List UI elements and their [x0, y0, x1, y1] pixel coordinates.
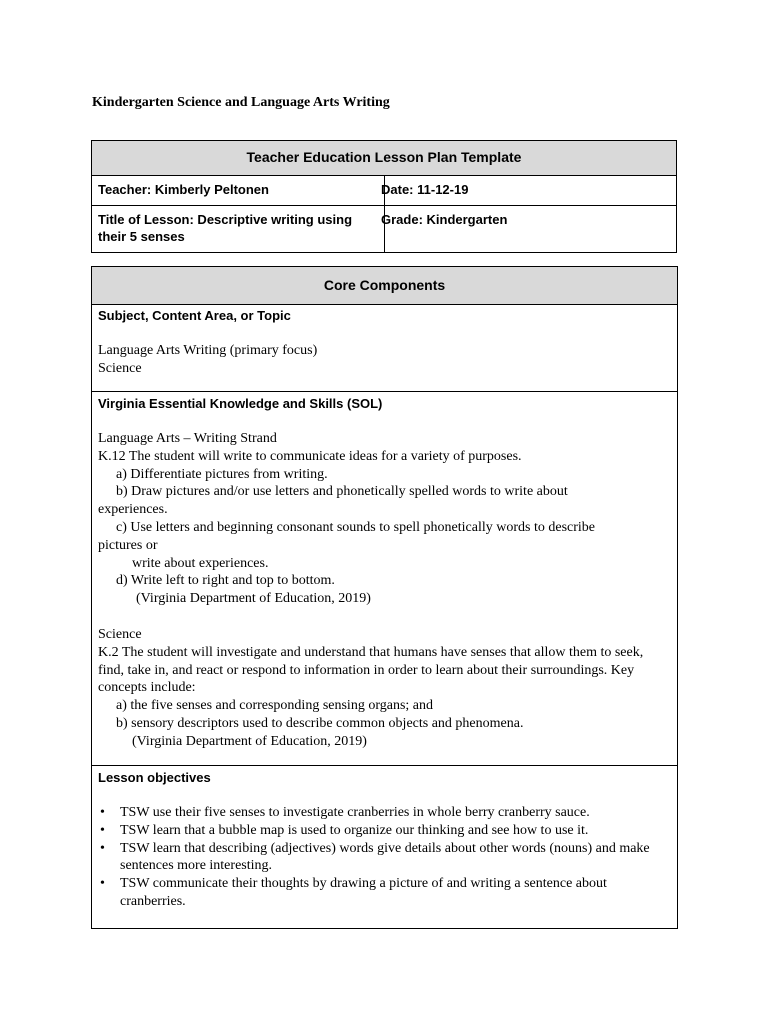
bullet-icon: •: [100, 876, 105, 892]
core-components-header: Core Components: [92, 267, 677, 305]
la-item-b-cont: experiences.: [98, 502, 168, 518]
objective-text: TSW learn that a bubble map is used to organize our thinking and see how to use it.: [120, 822, 589, 838]
objectives-title: Lesson objectives: [98, 770, 211, 785]
list-item: [98, 822, 671, 840]
la-item-b: b) Draw pictures and/or use letters and phonetically spelled words to write about: [116, 484, 568, 500]
subject-line: Science: [98, 360, 142, 376]
subject-title: Subject, Content Area, or Topic: [98, 308, 291, 323]
sci-heading: Science: [98, 626, 142, 642]
bullet-icon: •: [100, 805, 105, 820]
teacher-cell: Teacher: Kimberly Peltonen: [92, 175, 385, 205]
lesson-plan-header: Teacher Education Lesson Plan Template: [92, 141, 676, 176]
objective-text: TSW learn that describing (adjectives) words give details about other words (nouns) and make sentences more interesting.: [120, 840, 650, 874]
lesson-plan-table: [91, 140, 677, 253]
list-item: [98, 840, 671, 876]
title-grade-row: [92, 205, 676, 252]
la-item-d: d) Write left to right and top to bottom.: [116, 573, 335, 589]
la-heading: Language Arts – Writing Strand: [98, 431, 277, 446]
subject-line: Language Arts Writing (primary focus): [98, 343, 318, 358]
sci-citation: (Virginia Department of Education, 2019): [132, 733, 367, 749]
core-components-table: [91, 266, 678, 929]
objective-text: TSW use their five senses to investigate cranberries in whole berry cranberry sauce.: [120, 805, 590, 820]
sol-title: Virginia Essential Knowledge and Skills (SOL): [98, 396, 383, 411]
list-item: [98, 875, 671, 911]
bullet-icon: •: [100, 840, 105, 856]
la-item-c-cont: pictures or: [98, 537, 158, 553]
teacher-date-row: [92, 175, 676, 206]
la-citation: (Virginia Department of Education, 2019): [136, 591, 371, 607]
date-cell: Date: 11-12-19: [381, 182, 469, 197]
la-standard: K.12 The student will write to communicate ideas for a variety of purposes.: [98, 448, 522, 464]
sci-item-a: a) the five senses and corresponding sensing organs; and: [116, 698, 433, 714]
sci-item-b: b) sensory descriptors used to describe common objects and phenomena.: [116, 715, 524, 731]
grade-cell: Grade: Kindergarten: [381, 212, 508, 227]
objectives-section: [92, 766, 677, 928]
sci-standard: K.2 The student will investigate and understand that humans have senses that allow them to seek, find, take in, and react or respond to information in order to learn about their surroundings. Key concepts include:: [98, 644, 644, 696]
list-item: [98, 804, 671, 822]
objectives-list: [98, 804, 671, 911]
la-item-c: c) Use letters and beginning consonant sounds to spell phonetically words to describe: [116, 519, 596, 535]
lesson-title-cell: Title of Lesson: Descriptive writing using their 5 senses: [92, 205, 385, 252]
document-title: Kindergarten Science and Language Arts Writing: [92, 95, 390, 110]
la-item-c-cont2: write about experiences.: [132, 555, 269, 571]
sol-section: [92, 392, 677, 766]
bullet-icon: •: [100, 822, 105, 838]
subject-section: [92, 304, 677, 392]
objective-text: TSW communicate their thoughts by drawing a picture of and writing a sentence about cranberries.: [120, 876, 607, 909]
la-item-a: a) Differentiate pictures from writing.: [116, 466, 328, 482]
